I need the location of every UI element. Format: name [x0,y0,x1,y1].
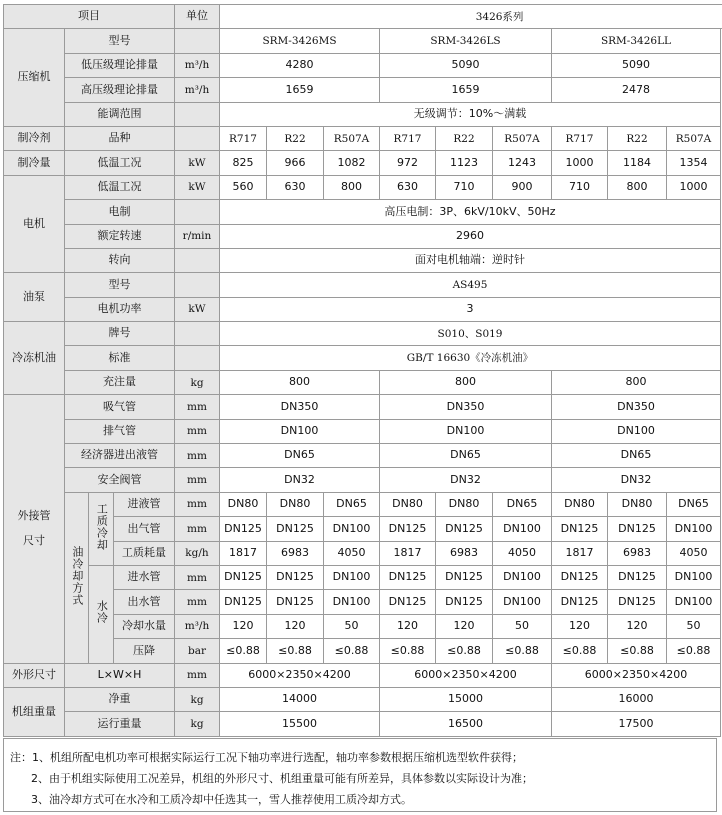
unit-cell [175,248,220,272]
value-cell: R22 [436,126,493,150]
row-label: 型号 [65,29,175,53]
value-cell: 无级调节：10%～满载 [220,102,721,126]
notes-prefix: 注： [10,751,32,764]
unit-cell: mm [175,517,220,541]
value-cell: DN125 [608,517,667,541]
unit-cell: mm [175,492,220,516]
value-cell: 1123 [436,151,493,175]
oil-cooling-text: 油冷却方式 [70,545,84,606]
note-text: 1、机组所配电机功率可根据实际运行工况下轴功率进行选配，轴功率参数根据压缩机选型软件获得； [32,751,523,764]
value-cell: 800 [608,175,667,199]
suction-row [4,395,722,419]
header-row [4,5,722,29]
value-cell: DN350 [552,395,721,419]
value-cell: 1000 [552,151,608,175]
value-cell: 1184 [608,151,667,175]
value-cell: ≤0.88 [267,639,324,663]
value-cell: 3 [220,297,721,321]
row-label: 排气管 [65,419,175,443]
row-label: 运行重量 [65,712,175,736]
row-label: 进水管 [114,565,175,589]
unit-cell: kW [175,297,220,321]
unit-cell: m³/h [175,614,220,638]
value-cell: DN65 [667,492,721,516]
value-cell: 5090 [552,53,721,77]
row-label: 充注量 [65,370,175,394]
value-cell: 800 [220,370,380,394]
value-cell: ≤0.88 [380,639,436,663]
value-cell: DN125 [220,590,267,614]
value-cell: S010、S019 [220,322,721,346]
value-cell: R507A [667,126,721,150]
refrigerant-group-label: 制冷剂 [4,126,65,150]
note-3 [4,789,716,810]
value-cell: DN125 [267,590,324,614]
dimensions-group-label: 外形尺寸 [4,663,65,687]
value-cell: 1659 [380,78,552,102]
compressor-group-label: 压缩机 [4,29,65,127]
refrigerant-row [4,126,722,150]
value-cell: 4050 [493,541,552,565]
value-cell: DN125 [552,590,608,614]
motor-speed-row [4,224,722,248]
value-cell: DN125 [436,590,493,614]
value-cell: DN125 [436,565,493,589]
value-cell: R717 [552,126,608,150]
row-label: 标准 [65,346,175,370]
value-cell: 5090 [380,53,552,77]
medium-cooling-text: 工质冷却 [95,503,109,552]
value-cell: 120 [380,614,436,638]
value-cell: 120 [608,614,667,638]
value-cell: 1817 [380,541,436,565]
value-cell: 6983 [267,541,324,565]
value-cell: DN100 [324,517,380,541]
unit-cell [175,29,220,53]
value-cell: 120 [436,614,493,638]
unit-cell: kg/h [175,541,220,565]
spec-table [3,4,722,737]
oil-cooling-label [65,492,89,663]
unit-cell: mm [175,565,220,589]
motor-rotation-row [4,248,722,272]
unit-cell [175,346,220,370]
value-cell: 高压电制：3P、6kV/10kV、50Hz [220,200,721,224]
value-cell: 17500 [552,712,721,736]
value-cell: DN125 [220,565,267,589]
row-label: 额定转速 [65,224,175,248]
value-cell: 972 [380,151,436,175]
value-cell: DN32 [552,468,721,492]
value-cell: R507A [324,126,380,150]
value-cell: DN350 [380,395,552,419]
value-cell: AS495 [220,273,721,297]
value-cell: DN32 [220,468,380,492]
value-cell: R22 [267,126,324,150]
value-cell: 800 [552,370,721,394]
capacity-range-row [4,102,722,126]
value-cell: 6000×2350×4200 [380,663,552,687]
value-cell: DN125 [608,590,667,614]
oil-group-label: 冷冻机油 [4,322,65,395]
value-cell: 630 [267,175,324,199]
value-cell: 120 [267,614,324,638]
unit-cell: kW [175,175,220,199]
economizer-row [4,444,722,468]
value-cell: 50 [493,614,552,638]
unit-cell: bar [175,639,220,663]
value-cell: DN80 [552,492,608,516]
model-cell: SRM-3426LS [380,29,552,53]
row-label: 经济器进出液管 [65,444,175,468]
value-cell: 120 [552,614,608,638]
value-cell: DN125 [220,517,267,541]
value-cell: 560 [220,175,267,199]
unit-cell [175,102,220,126]
row-label: 品种 [65,126,175,150]
value-cell: DN100 [324,590,380,614]
unit-cell: mm [175,444,220,468]
value-cell: 6983 [608,541,667,565]
value-cell: DN125 [267,517,324,541]
water-cooling-label [89,565,114,663]
row-label: 低温工况 [65,151,175,175]
value-cell: 4050 [667,541,721,565]
water-in-row [4,565,722,589]
header-unit: 单位 [175,5,220,29]
value-cell: DN125 [436,517,493,541]
connections-group-line-2: 尺寸 [23,533,45,547]
compressor-model-row [4,29,722,53]
value-cell: 120 [220,614,267,638]
capacity-group-label: 制冷量 [4,151,65,175]
value-cell: ≤0.88 [436,639,493,663]
value-cell: 1354 [667,151,721,175]
value-cell: DN100 [667,590,721,614]
value-cell: ≤0.88 [220,639,267,663]
unit-cell [175,273,220,297]
unit-cell: mm [175,590,220,614]
dimensions-row [4,663,722,687]
liquid-in-row [4,492,722,516]
note-text: 2、由于机组实际使用工况差异，机组的外形尺寸、机组重量可能有所差异，具体参数以实际设计为准； [31,772,533,785]
value-cell: DN80 [436,492,493,516]
oil-pump-model-row [4,273,722,297]
row-label: 型号 [65,273,175,297]
value-cell: ≤0.88 [324,639,380,663]
value-cell: DN65 [493,492,552,516]
connections-group-line-1: 外接管 [17,509,51,523]
oil-pump-group-label: 油泵 [4,273,65,322]
value-cell: 825 [220,151,267,175]
value-cell: R717 [220,126,267,150]
value-cell: DN100 [667,565,721,589]
value-cell: 800 [380,370,552,394]
row-label: 出气管 [114,517,175,541]
unit-cell: kg [175,712,220,736]
unit-cell: mm [175,419,220,443]
value-cell: GB/T 16630《冷冻机油》 [220,346,721,370]
value-cell: DN100 [493,517,552,541]
value-cell: ≤0.88 [667,639,721,663]
value-cell: 15000 [380,687,552,711]
value-cell: DN125 [380,590,436,614]
operating-weight-row [4,712,722,736]
value-cell: 面对电机轴端：逆时针 [220,248,721,272]
note-text: 3、油冷却方式可在水冷和工质冷却中任选其一，雪人推荐使用工质冷却方式。 [31,793,412,806]
value-cell: DN125 [552,565,608,589]
value-cell: ≤0.88 [493,639,552,663]
header-series: 3426系列 [220,5,722,29]
value-cell: 1659 [220,78,380,102]
row-label: 电制 [65,200,175,224]
value-cell: DN100 [493,590,552,614]
value-cell: 4050 [324,541,380,565]
oil-pump-power-row [4,297,722,321]
notes-box [3,738,717,812]
row-label: 低温工况 [65,175,175,199]
value-cell: DN80 [608,492,667,516]
value-cell: DN125 [608,565,667,589]
value-cell: 4280 [220,53,380,77]
motor-system-row [4,200,722,224]
unit-cell: kg [175,370,220,394]
row-label: L×W×H [65,663,175,687]
unit-cell [175,200,220,224]
row-label: 能调范围 [65,102,175,126]
value-cell: DN100 [380,419,552,443]
connections-group-label [4,395,65,663]
value-cell: R507A [493,126,552,150]
value-cell: 1082 [324,151,380,175]
value-cell: DN100 [667,517,721,541]
row-label: 低压级理论排量 [65,53,175,77]
value-cell: 800 [324,175,380,199]
row-label: 吸气管 [65,395,175,419]
discharge-row [4,419,722,443]
value-cell: DN80 [220,492,267,516]
value-cell: 50 [667,614,721,638]
value-cell: 6000×2350×4200 [552,663,721,687]
row-label: 电机功率 [65,297,175,321]
value-cell: 710 [552,175,608,199]
row-label: 工质耗量 [114,541,175,565]
value-cell: 6983 [436,541,493,565]
value-cell: ≤0.88 [552,639,608,663]
high-displacement-row [4,78,722,102]
value-cell: DN65 [552,444,721,468]
unit-cell: kW [175,151,220,175]
low-displacement-row [4,53,722,77]
row-label: 出水管 [114,590,175,614]
unit-cell [175,322,220,346]
capacity-row [4,151,722,175]
unit-cell: m³/h [175,53,220,77]
value-cell: ≤0.88 [608,639,667,663]
value-cell: DN100 [324,565,380,589]
unit-cell: mm [175,395,220,419]
value-cell: 16000 [552,687,721,711]
row-label: 转向 [65,248,175,272]
value-cell: R717 [380,126,436,150]
row-label: 进液管 [114,492,175,516]
value-cell: 966 [267,151,324,175]
value-cell: DN65 [324,492,380,516]
value-cell: 50 [324,614,380,638]
value-cell: DN125 [552,517,608,541]
value-cell: DN32 [380,468,552,492]
motor-group-label: 电机 [4,175,65,273]
weight-group-label: 机组重量 [4,687,65,736]
model-cell: SRM-3426MS [220,29,380,53]
note-2 [4,768,716,789]
value-cell: 2960 [220,224,721,248]
value-cell: 15500 [220,712,380,736]
value-cell: 2478 [552,78,721,102]
medium-cooling-label [89,492,114,565]
safety-valve-row [4,468,722,492]
net-weight-row [4,687,722,711]
value-cell: 14000 [220,687,380,711]
value-cell: DN350 [220,395,380,419]
motor-power-row [4,175,722,199]
row-label: 净重 [65,687,175,711]
value-cell: DN100 [220,419,380,443]
value-cell: DN125 [380,565,436,589]
row-label: 冷却水量 [114,614,175,638]
unit-cell: mm [175,663,220,687]
value-cell: 1817 [220,541,267,565]
value-cell: 1000 [667,175,721,199]
row-label: 牌号 [65,322,175,346]
oil-charge-row [4,370,722,394]
unit-cell: m³/h [175,78,220,102]
row-label: 高压级理论排量 [65,78,175,102]
note-1 [4,747,716,768]
value-cell: R22 [608,126,667,150]
value-cell: DN100 [493,565,552,589]
model-cell: SRM-3426LL [552,29,721,53]
value-cell: 710 [436,175,493,199]
row-label: 安全阀管 [65,468,175,492]
row-label: 压降 [114,639,175,663]
oil-standard-row [4,346,722,370]
value-cell: DN80 [267,492,324,516]
unit-cell: mm [175,468,220,492]
value-cell: 16500 [380,712,552,736]
value-cell: 6000×2350×4200 [220,663,380,687]
unit-cell [175,126,220,150]
value-cell: 1243 [493,151,552,175]
value-cell: 900 [493,175,552,199]
value-cell: DN100 [552,419,721,443]
value-cell: 630 [380,175,436,199]
value-cell: DN65 [220,444,380,468]
value-cell: DN65 [380,444,552,468]
water-cooling-text: 水冷 [95,600,109,625]
header-item: 项目 [4,5,175,29]
value-cell: DN80 [380,492,436,516]
oil-brand-row [4,322,722,346]
value-cell: DN125 [380,517,436,541]
unit-cell: r/min [175,224,220,248]
unit-cell: kg [175,687,220,711]
value-cell: DN125 [267,565,324,589]
value-cell: 1817 [552,541,608,565]
